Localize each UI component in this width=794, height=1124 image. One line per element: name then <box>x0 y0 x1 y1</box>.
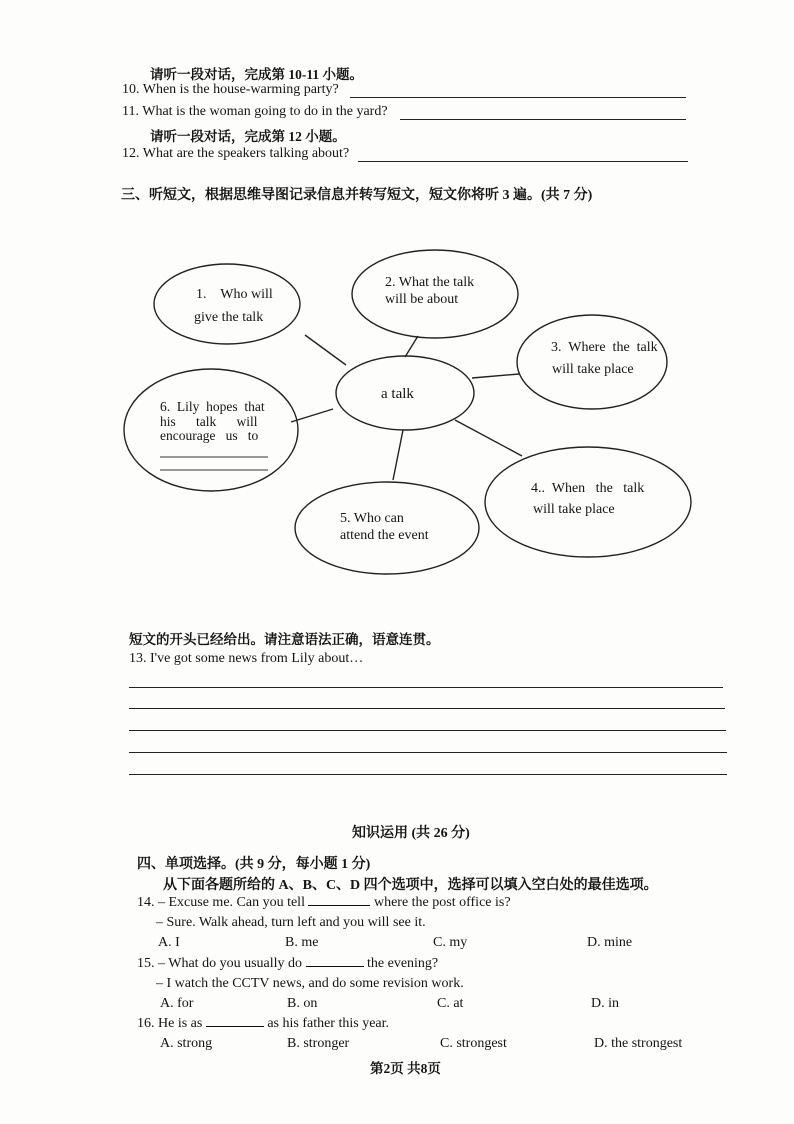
q16-option-b[interactable]: B. stronger <box>287 1036 350 1051</box>
connector-3 <box>472 374 519 378</box>
instruction-12: 请听一段对话，完成第 12 小题。 <box>150 129 346 144</box>
writing-line-2[interactable] <box>129 708 725 709</box>
node-3-line1: 3. Where the talk <box>551 340 658 355</box>
part-four-heading: 四、单项选择。(共 9 分，每小题 1 分) <box>137 857 371 872</box>
writing-line-4[interactable] <box>129 752 727 753</box>
question-14 <box>137 895 511 911</box>
question-12-text: 12. What are the speakers talking about? <box>122 146 350 161</box>
node-3-line2: will take place <box>552 362 634 377</box>
node-1-line2: give the talk <box>194 310 264 325</box>
q14-option-b[interactable]: B. me <box>285 935 319 950</box>
question-11-text: 11. What is the woman going to do in the yard? <box>122 104 388 119</box>
node-1 <box>154 264 300 344</box>
q15-option-b[interactable]: B. on <box>287 996 318 1011</box>
node-6-line2: his talk will <box>160 414 258 429</box>
question-15-text-before: 15. – What do you usually do <box>137 956 303 971</box>
node-2-line1: 2. What the talk <box>385 275 475 290</box>
node-5-line2: attend the event <box>340 528 429 543</box>
instruction-10-11: 请听一段对话，完成第 10-11 小题。 <box>150 67 364 82</box>
question-10-text: 10. When is the house-warming party? <box>122 82 339 97</box>
question-16 <box>137 1016 389 1032</box>
part-four-instruction: 从下面各题所给的 A、B、C、D 四个选项中，选择可以填入空白处的最佳选项。 <box>163 878 658 893</box>
writing-line-3[interactable] <box>129 730 726 731</box>
question-15-reply: – I watch the CCTV news, and do some revision work. <box>156 976 464 991</box>
q15-option-d[interactable]: D. in <box>591 996 619 1011</box>
q16-option-a[interactable]: A. strong <box>160 1036 213 1051</box>
question-16-text-after: as his father this year. <box>267 1016 390 1031</box>
section-title: 知识运用 (共 26 分) <box>352 826 470 841</box>
node-5-line1: 5. Who can <box>340 511 404 526</box>
question-14-blank[interactable] <box>308 904 370 906</box>
writing-line-1[interactable] <box>129 687 723 688</box>
q15-option-a[interactable]: A. for <box>160 996 194 1011</box>
q14-option-d[interactable]: D. mine <box>587 935 633 950</box>
question-14-text-before: 14. – Excuse me. Can you tell <box>137 895 305 910</box>
connector-5 <box>393 430 403 480</box>
question-13: 13. I've got some news from Lily about… <box>129 651 364 666</box>
question-15 <box>137 956 438 972</box>
writing-instruction: 短文的开头已经给出。请注意语法正确，语意连贯。 <box>129 632 440 647</box>
connector-4 <box>455 420 522 456</box>
q15-option-c[interactable]: C. at <box>437 996 464 1011</box>
q16-option-d[interactable]: D. the strongest <box>594 1036 683 1051</box>
node-4-line1: 4.. When the talk <box>531 481 645 496</box>
writing-line-5[interactable] <box>129 774 727 775</box>
question-14-text-after: where the post office is? <box>373 895 511 910</box>
connector-1 <box>305 335 346 365</box>
node-1-line1: 1. Who will <box>196 287 273 302</box>
node-2-line2: will be about <box>385 292 459 307</box>
q14-option-c[interactable]: C. my <box>433 935 468 950</box>
node-4-line2: will take place <box>533 502 615 517</box>
page-footer: 第2页 共8页 <box>370 1061 441 1076</box>
connector-2 <box>405 336 418 357</box>
question-14-reply: – Sure. Walk ahead, turn left and you will see it. <box>156 915 426 930</box>
node-6-line1: 6. Lily hopes that <box>160 399 265 414</box>
q16-option-c[interactable]: C. strongest <box>440 1036 507 1051</box>
center-label: a talk <box>381 386 414 402</box>
q14-option-a[interactable]: A. I <box>158 935 180 950</box>
node-6-line3: encourage us to <box>160 428 259 443</box>
question-15-text-after: the evening? <box>367 956 439 971</box>
question-15-blank[interactable] <box>306 965 364 967</box>
question-16-text-before: 16. He is as <box>137 1016 203 1031</box>
part-three-heading: 三、听短文，根据思维导图记录信息并转写短文，短文你将听 3 遍。(共 7 分) <box>121 188 593 203</box>
question-16-blank[interactable] <box>206 1025 264 1027</box>
